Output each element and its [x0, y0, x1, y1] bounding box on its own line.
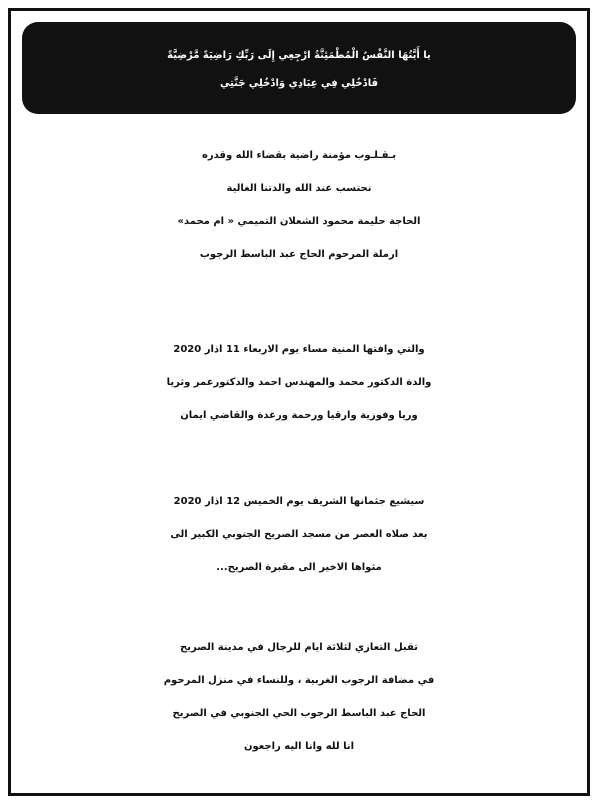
funeral-line-3: مثواها الاخير الى مقبرة الصريح... [216, 562, 382, 573]
death-line-3: وريا وفوزية وارقيا ورحمة ورغدة والقاضي ايمان [180, 410, 418, 421]
quran-verse-banner [22, 22, 576, 114]
condolences-line-4: انا لله وانا اليه راجعون [243, 741, 355, 752]
intro-line-3: الحاجة حليمة محمود الشعلان التميمي « ام محمد» [177, 216, 421, 227]
funeral-section [25, 485, 573, 584]
intro-line-1: بـقـلـوب مؤمنة راضية بقضاء الله وقدره [201, 150, 396, 161]
funeral-line-2: بعد صلاه العصر من مسجد الصريح الجنوبي الكبير الى [170, 529, 428, 540]
intro-line-2: نحتسب عند الله والدتنا الغالية [226, 183, 372, 194]
verse-line-1: يا أَيَّتُهَا النَّفْسُ الْمُطْمَئِنَّةُ ارْجِعِي إِلَى رَبِّكِ رَاضِيَةً مَّرْضِيَّةً [167, 50, 431, 61]
intro-line-4: ارملة المرحوم الحاج عبد الباسط الرجوب [199, 249, 399, 260]
condolences-section [25, 631, 573, 763]
verse-line-2: فَادْخُلِي فِي عِبَادِي وَادْخُلِي جَنَّتِي [219, 78, 379, 89]
intro-section [25, 139, 573, 271]
death-line-1: والتي وافتها المنية مساء يوم الاربعاء 11 اذار 2020 [173, 344, 425, 355]
funeral-line-1: سيشيع جثمانها الشريف يوم الخميس 12 اذار 2020 [173, 496, 425, 507]
obituary-frame [8, 8, 590, 796]
condolences-line-1: تقبل التعازي لثلاثة ايام للرجال في مدينة الصريح [180, 642, 418, 653]
death-line-2: والدة الدكتور محمد والمهندس احمد والدكتورعمر وثريا [166, 377, 432, 388]
death-announcement-section [25, 333, 573, 432]
condolences-line-2: في مضافة الرجوب الغربية ، وللنساء في منزل المرحوم [163, 675, 435, 686]
condolences-line-3: الحاج عبد الباسط الرجوب الحي الجنوبي في الصريح [172, 708, 426, 719]
